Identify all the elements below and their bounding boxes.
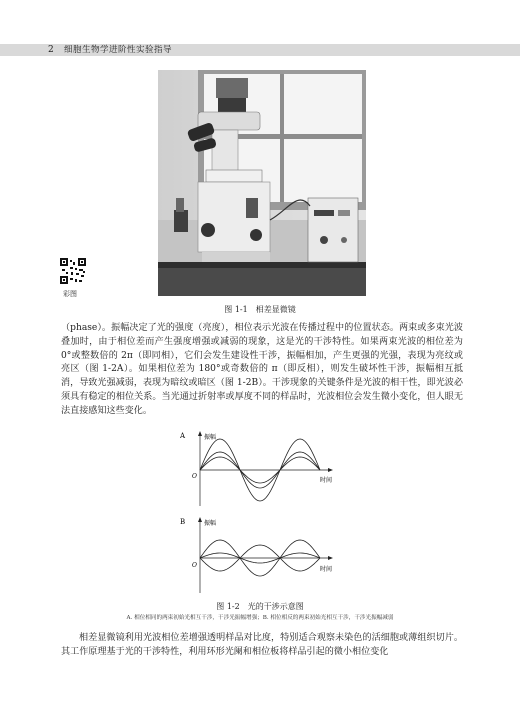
panel-b-y-arrow <box>198 517 202 522</box>
body-paragraph-2: 相差显微镜利用光波相位差增强透明样品对比度，特别适合观察未染色的活细胞或薄组织切片。其工作原理基于光的干涉特性，利用环形光阑和相位板将样品引起的微小相位变化 <box>61 633 463 657</box>
panel-b-letter: B <box>180 518 186 526</box>
page-number: 2 <box>48 45 54 55</box>
panel-a-ylabel: 振幅 <box>204 434 217 441</box>
panel-b-ylabel: 振幅 <box>204 520 217 527</box>
interference-diagram <box>180 428 350 598</box>
panel-a-y-arrow <box>198 431 202 436</box>
panel-a-xlabel: 时间 <box>320 477 333 484</box>
panel-b-xlabel: 时间 <box>320 566 333 573</box>
panel-b-x-arrow <box>328 556 333 560</box>
figure-1-2-note: A. 相位相同的两束初始光相互干涉，干涉光振幅增强；B. 相位相反的两束初始光相互干涉，干涉光振幅减弱 <box>126 615 394 621</box>
panel-a-letter: A <box>180 432 186 440</box>
figure-1-1-caption: 图 1-1 相差显微镜 <box>224 305 296 314</box>
qr-code[interactable] <box>60 258 86 284</box>
body-paragraph-1: （phase）。振幅决定了光的强度（亮度），相位表示光波在传播过程中的位置状态。两束或多束光波叠加时，由于相位差而产生强度增强或减弱的现象，这是光的干涉特性。如果两束光波的相位差为 0°或整数倍的 2π（即同相），它们会发生建设性干涉，振幅相加，产生更强的光强，表现为亮纹或亮区（图 1-2A）。如果相位差为 180°或奇数倍的 π（即反相），则发生破坏性干涉，振幅相互抵消，导致光强减弱，表现为暗纹或暗区（图 1-2B）。干涉现象的关键条件是光波的相干性，即光波必须具有稳定的相位关系。当光通过折射率或厚度不同的样品时，光波相位会发生微小变化，但人眼无法直接感知这些变化。 <box>61 323 463 416</box>
panel-b-origin: O <box>192 562 197 569</box>
panel-a-origin: O <box>192 473 197 480</box>
running-header-title: 细胞生物学进阶性实验指导 <box>64 45 173 55</box>
phase-contrast-microscope-photo <box>158 70 366 296</box>
qr-code-label: 彩图 <box>63 290 77 298</box>
figure-1-2-caption: 图 1-2 光的干涉示意图 <box>216 602 304 611</box>
panel-a-x-arrow <box>328 468 333 472</box>
